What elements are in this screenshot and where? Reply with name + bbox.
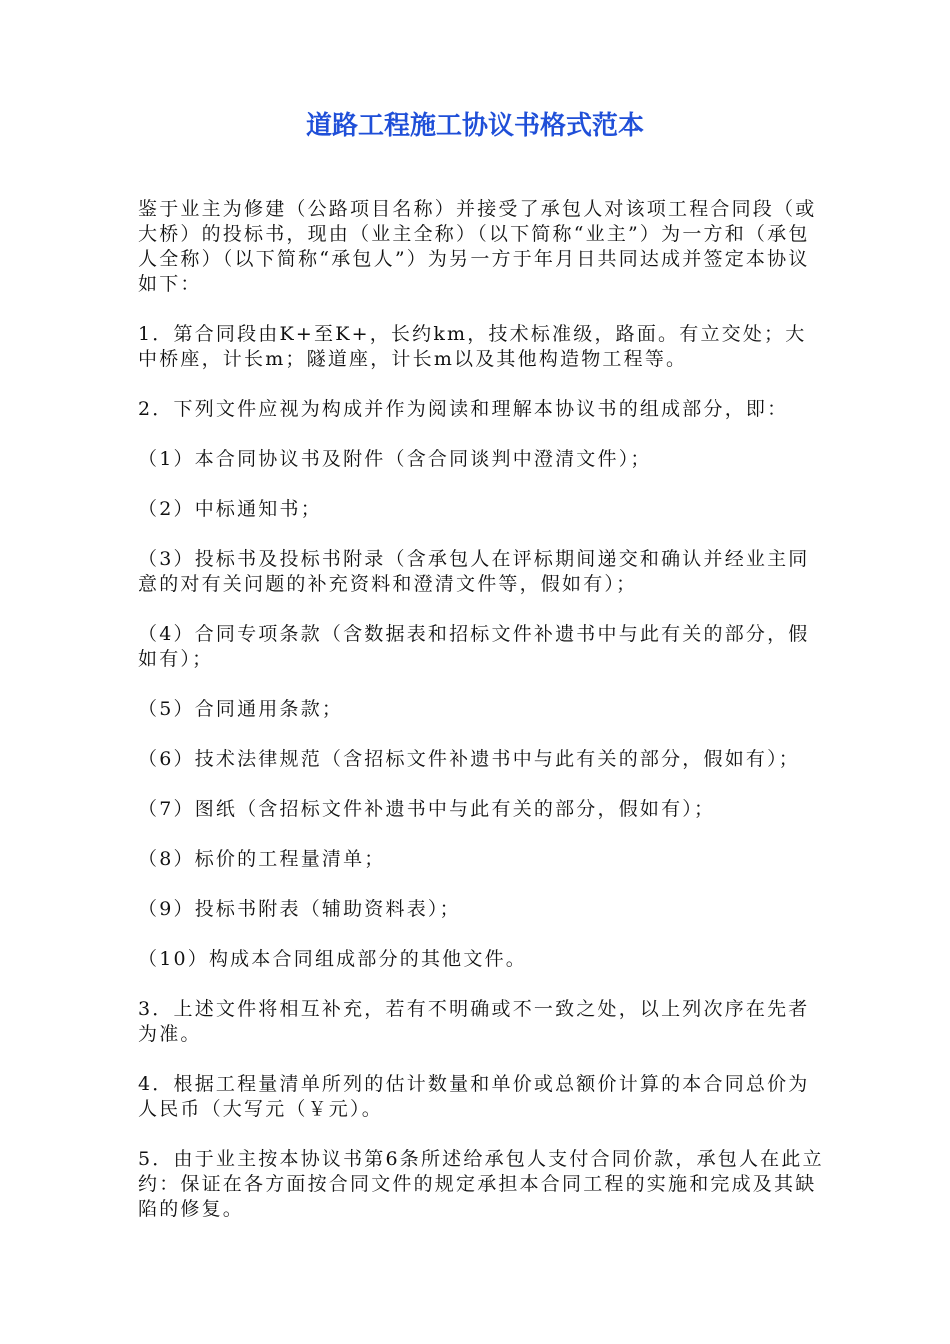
list-item-3: （3）投标书及投标书附录（含承包人在评标期间递交和确认并经业主同意的对有关问题的补充资料和澄清文件等，假如有）； — [138, 548, 810, 595]
clause-2-paragraph: 2．下列文件应视为构成并作为阅读和理解本协议书的组成部分，即： — [138, 398, 789, 420]
list-item-5: （5）合同通用条款； — [138, 698, 344, 720]
list-item-1: （1）本合同协议书及附件（含合同谈判中澄清文件）； — [138, 448, 652, 470]
document-title: 道路工程施工协议书格式范本 — [305, 111, 644, 141]
list-item-7: （7）图纸（含招标文件补遗书中与此有关的部分，假如有）； — [138, 798, 716, 820]
list-item-9: （9）投标书附表（辅助资料表）； — [138, 898, 461, 920]
clause-3-paragraph: 3．上述文件将相互补充，若有不明确或不一致之处，以上列次序在先者为准。 — [138, 998, 810, 1045]
clause-1-paragraph: 1．第合同段由K+至K+，长约km，技术标准级，路面。有立交处；大中桥座，计长m；隧道座，计长m以及其他构造物工程等。 — [138, 323, 807, 370]
list-item-4: （4）合同专项条款（含数据表和招标文件补遗书中与此有关的部分，假如有）； — [138, 623, 810, 670]
clause-5-paragraph: 5．由于业主按本协议书第6条所述给承包人支付合同价款，承包人在此立约：保证在各方面按合同文件的规定承担本合同工程的实施和完成及其缺陷的修复。 — [138, 1148, 824, 1220]
list-item-10: （10）构成本合同组成部分的其他文件。 — [138, 948, 527, 970]
document-body — [138, 197, 824, 1247]
list-item-6: （6）技术法律规范（含招标文件补遗书中与此有关的部分，假如有）； — [138, 748, 800, 770]
clause-4-paragraph: 4．根据工程量清单所列的估计数量和单价或总额价计算的本合同总价为人民币（大写元（￥元）。 — [138, 1073, 810, 1120]
list-item-8: （8）标价的工程量清单； — [138, 848, 386, 870]
list-item-2: （2）中标通知书； — [138, 498, 322, 520]
preamble-paragraph: 鉴于业主为修建（公路项目名称）并接受了承包人对该项工程合同段（或大桥）的投标书，现由（业主全称）（以下简称“业主”）为一方和（承包人全称）（以下简称“承包人”）为另一方于年月日共同达成并签定本协议如下： — [138, 198, 817, 295]
